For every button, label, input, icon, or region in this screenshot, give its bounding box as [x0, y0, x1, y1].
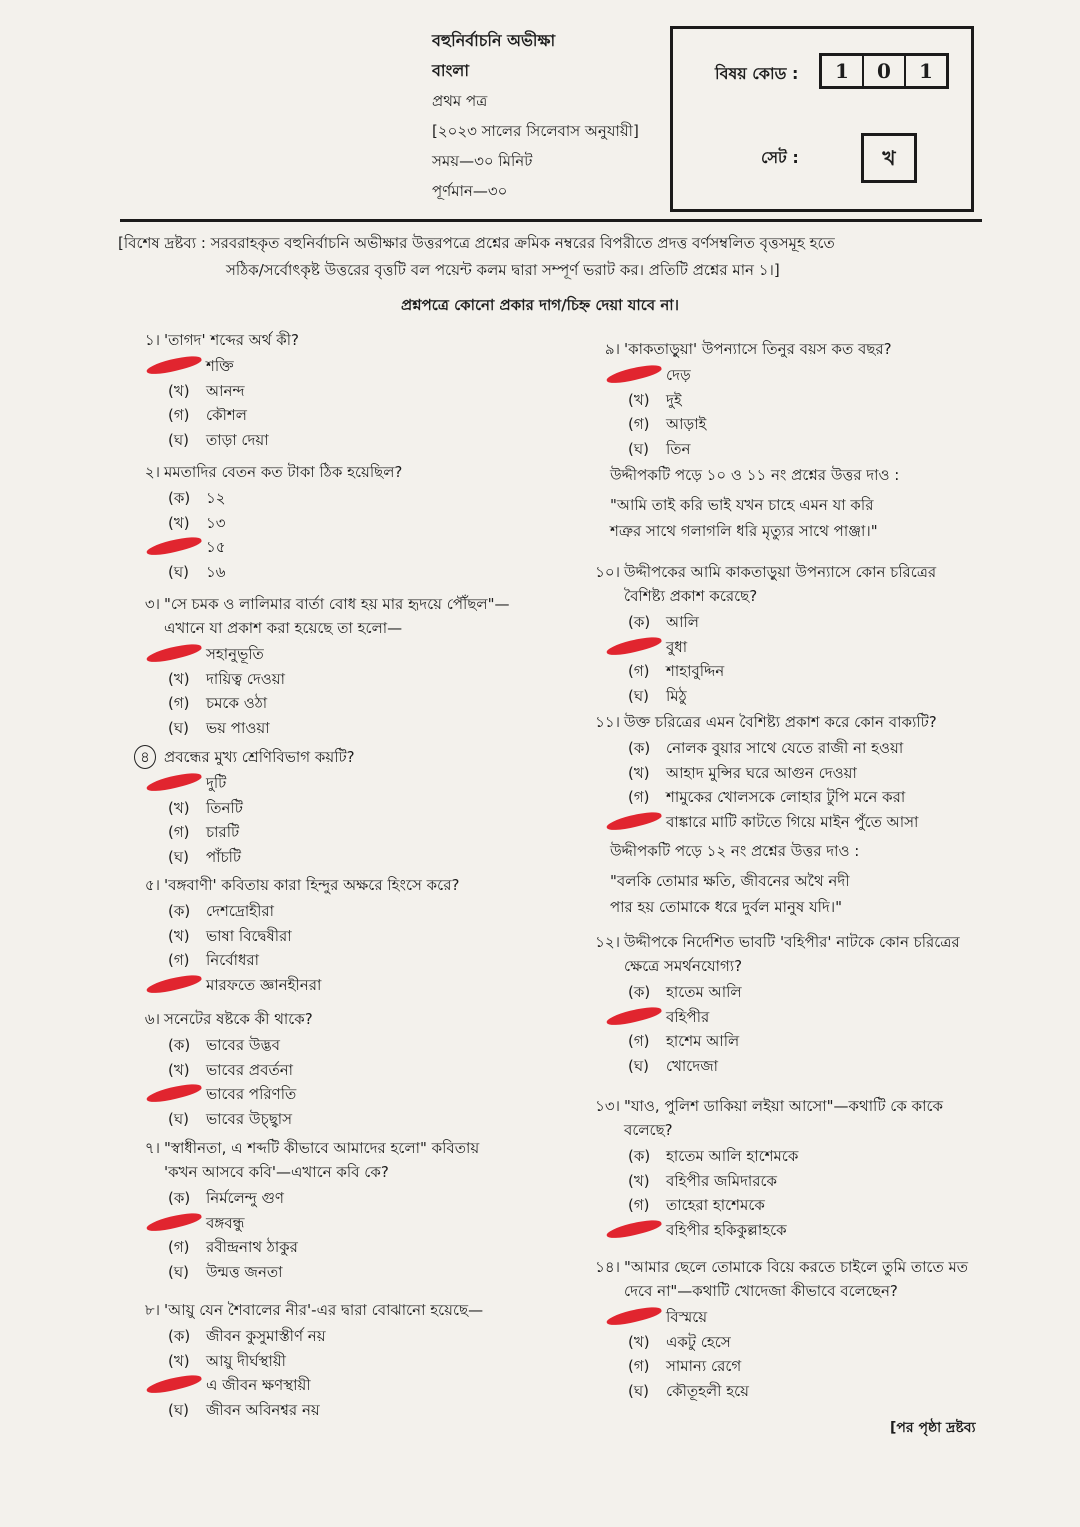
option-list	[164, 771, 355, 869]
answer-option	[168, 716, 510, 741]
option-text: দুটি	[206, 774, 227, 792]
answer-option	[168, 560, 402, 585]
answer-option	[168, 796, 355, 821]
answer-option	[628, 1169, 943, 1194]
option-letter: (ক)	[628, 983, 651, 1001]
option-text: বাঙ্কারে মাটি কাটতে গিয়ে মাইন পুঁতে আসা	[666, 812, 919, 831]
option-list	[164, 899, 459, 997]
option-text: আয়ু দীর্ঘস্থায়ী	[206, 1351, 286, 1370]
answer-option	[168, 691, 510, 716]
option-text: সহানুভূতি	[206, 645, 264, 663]
answer-option	[168, 1058, 313, 1083]
option-letter: (গ)	[168, 951, 190, 969]
question-stem: 'আয়ু যেন শৈবালের নীর'-এর দ্বারা বোঝানো হয়েছে—	[164, 1301, 484, 1319]
answer-mark	[145, 1371, 202, 1396]
question-stem: উক্ত চরিত্রের এমন বৈশিষ্ট্য প্রকাশ করে কোন বাক্যটি?	[624, 713, 937, 731]
option-list	[624, 610, 936, 708]
question	[595, 560, 937, 708]
answer-option	[168, 820, 355, 845]
question-stem: 'তাগদ' শব্দের অর্থ কী?	[164, 331, 300, 349]
answer-mark	[145, 769, 202, 794]
option-letter: (ঘ)	[168, 718, 189, 737]
question	[595, 1255, 969, 1403]
option-text: ভাবের উচ্ছ্বাস	[206, 1109, 293, 1128]
question	[595, 930, 960, 1078]
answer-option	[628, 659, 936, 684]
question	[140, 745, 355, 869]
option-letter: (ঘ)	[628, 1381, 649, 1400]
next-page-note: [পর পৃষ্ঠা দ্রষ্টব্য	[890, 1420, 976, 1436]
option-text: হাতেম আলি হাশেমকে	[666, 1147, 799, 1165]
question-stem: দেবে না"—কথাটি খোদেজা কীভাবে বলেছেন?	[624, 1282, 898, 1300]
option-text: নোলক বুয়ার সাথে যেতে রাজী না হওয়া	[666, 739, 904, 757]
stimulus-passage	[610, 462, 899, 544]
option-text: সামান্য রেগে	[666, 1357, 742, 1375]
question-number: ১২।	[595, 933, 620, 951]
question-stem: "যাও, পুলিশ ডাকিয়া লইয়া আসো"—কথাটি কে কাকে	[624, 1097, 944, 1115]
question-stem: "আমার ছেলে তোমাকে বিয়ে করতে চাইলে তুমি তাতে মত	[624, 1258, 969, 1276]
option-text: দায়িত্ব দেওয়া	[206, 669, 285, 688]
exam-header	[432, 26, 672, 206]
option-text: মারফতে জ্ঞানহীনরা	[206, 975, 322, 994]
question-number: ৮।	[144, 1301, 160, 1319]
option-letter: (গ)	[168, 1238, 190, 1256]
option-list	[164, 1186, 479, 1284]
option-letter: (খ)	[628, 390, 650, 409]
exam-time: সময়—৩০ মিনিট	[432, 152, 533, 170]
option-letter: (ক)	[168, 1327, 191, 1345]
option-letter: (খ)	[168, 798, 190, 817]
question-number: ৩।	[144, 595, 160, 613]
option-letter: (খ)	[168, 381, 190, 400]
answer-mark	[145, 640, 202, 665]
option-list	[624, 363, 892, 461]
question	[604, 337, 892, 461]
answer-option	[628, 1379, 968, 1404]
answer-option	[168, 948, 459, 973]
answer-option	[168, 1324, 483, 1349]
syllabus-note: [২০২৩ সালের সিলেবাস অনুযায়ী]	[432, 122, 639, 140]
option-letter: (ক)	[628, 739, 651, 757]
answer-option	[628, 1354, 968, 1379]
question-number: ১০।	[595, 563, 620, 581]
option-text: পাঁচটি	[206, 847, 242, 866]
passage-intro: উদ্দীপকটি পড়ে ১২ নং প্রশ্নের উত্তর দাও :	[610, 842, 860, 860]
option-list	[624, 1305, 968, 1403]
option-text: ১২	[206, 489, 226, 507]
question-stem: বৈশিষ্ট্য প্রকাশ করেছে?	[624, 587, 758, 605]
option-letter: (ক)	[168, 902, 191, 920]
answer-mark	[605, 361, 662, 386]
option-text: বুধা	[666, 637, 688, 656]
option-letter: (খ)	[628, 1332, 650, 1351]
subject-code-box	[670, 26, 974, 212]
question-stem: প্রবন্ধের মুখ্য শ্রেণিবিভাগ কয়টি?	[164, 748, 355, 766]
header-divider	[120, 219, 982, 222]
option-letter: (ক)	[168, 1036, 191, 1054]
option-list	[624, 1144, 943, 1242]
option-text: চমকে ওঠা	[206, 694, 268, 712]
option-letter: (ক)	[628, 613, 651, 631]
option-text: নির্মলেন্দু গুণ	[206, 1189, 284, 1207]
option-text: কৌশল	[206, 406, 247, 424]
answer-option	[168, 486, 402, 511]
option-letter: (গ)	[628, 1196, 650, 1214]
question-stem: ক্ষেত্রে সমর্থনযোগ্য?	[624, 957, 743, 975]
option-text: তিনটি	[206, 798, 243, 817]
question-number: ১৪।	[595, 1258, 620, 1276]
passage-line: পার হয় তোমাকে ধরে দুর্বল মানুষ যদি।"	[610, 898, 843, 916]
answer-option	[628, 1193, 943, 1218]
answer-mark	[605, 1216, 662, 1241]
option-text: আনন্দ	[206, 381, 245, 400]
option-letter: (খ)	[168, 1060, 190, 1079]
option-text: তাড়া দেয়া	[206, 430, 269, 449]
option-letter: (ক)	[628, 1147, 651, 1165]
option-letter: (গ)	[168, 823, 190, 841]
answer-mark	[605, 633, 662, 658]
option-text: ভয় পাওয়া	[206, 718, 270, 737]
question-stem: "সে চমক ও লালিমার বার্তা বোধ হয় মার হৃদয়ে পৌঁছল"—	[164, 595, 510, 613]
option-letter: (খ)	[628, 1171, 650, 1190]
option-letter: (ঘ)	[168, 430, 189, 449]
option-text: বহিপীর হকিকুল্লাহকে	[666, 1220, 787, 1239]
answer-option	[628, 1005, 960, 1030]
answer-option	[628, 980, 960, 1005]
answer-option	[168, 1082, 313, 1107]
question	[144, 873, 460, 997]
option-letter: (গ)	[628, 662, 650, 680]
answer-option	[628, 1144, 943, 1169]
question	[144, 1298, 484, 1422]
question-number: ১৩।	[595, 1097, 620, 1115]
option-text: বহিপীর	[666, 1007, 710, 1026]
question-stem: সনেটের ষষ্টকে কী থাকে?	[164, 1010, 313, 1028]
answer-option	[628, 388, 892, 413]
option-letter: (গ)	[168, 406, 190, 424]
full-marks: পূর্ণমান—৩০	[432, 182, 508, 200]
answer-option	[168, 1235, 479, 1260]
option-letter: (গ)	[168, 694, 190, 712]
option-letter: (গ)	[628, 415, 650, 433]
question-stem: 'কখন আসবে কবি'—এখানে কবি কে?	[164, 1163, 389, 1181]
option-text: ১৫	[206, 538, 226, 556]
option-letter: (গ)	[628, 788, 650, 806]
option-letter: (গ)	[628, 1032, 650, 1050]
question-number: ২।	[144, 463, 160, 481]
question-stem: উদ্দীপকের আমি কাকতাড়ুয়া উপন্যাসে কোন চরিত্রের	[624, 563, 937, 581]
passage-intro: উদ্দীপকটি পড়ে ১০ ও ১১ নং প্রশ্নের উত্তর দাও :	[610, 466, 900, 484]
instructions	[118, 230, 986, 284]
option-text: শক্তি	[206, 357, 234, 375]
answer-option	[628, 437, 892, 462]
question-number: ৯।	[604, 340, 620, 358]
answer-mark	[605, 808, 662, 833]
answer-option	[168, 771, 355, 796]
question-stem: "স্বাধীনতা, এ শব্দটি কীভাবে আমাদের হলো" কবিতায়	[164, 1139, 480, 1157]
option-list	[164, 642, 510, 740]
subject-name: বাংলা	[432, 61, 469, 80]
option-text: এ জীবন ক্ষণস্থায়ী	[206, 1376, 311, 1394]
option-text: চারটি	[206, 823, 240, 841]
answer-mark	[605, 1003, 662, 1028]
answer-option	[168, 973, 459, 998]
option-letter: (গ)	[628, 1357, 650, 1375]
option-letter: (খ)	[168, 513, 190, 532]
option-text: তাহেরা হাশেমকে	[666, 1196, 765, 1214]
option-text: দেশদ্রোহীরা	[206, 902, 274, 920]
option-text: ১৩	[206, 513, 226, 532]
option-letter: (ক)	[168, 489, 191, 507]
stimulus-passage	[610, 838, 859, 920]
subject-code-digit: 1	[835, 59, 849, 83]
question	[144, 592, 510, 740]
option-list	[164, 486, 402, 584]
answer-option	[628, 810, 937, 835]
answer-option	[168, 1107, 313, 1132]
answer-option	[168, 379, 299, 404]
answer-option	[628, 684, 936, 709]
option-text: উন্মত্ত জনতা	[206, 1262, 283, 1281]
option-letter: (খ)	[168, 1351, 190, 1370]
answer-mark	[145, 352, 202, 377]
question-number: ৭।	[144, 1139, 160, 1157]
option-list	[164, 1324, 483, 1422]
question	[144, 1007, 313, 1131]
answer-option	[168, 1398, 483, 1423]
answer-option	[628, 1054, 960, 1079]
option-text: আলি	[666, 613, 699, 631]
subject-code-digit: 0	[862, 56, 904, 86]
option-text: হাতেম আলি	[666, 983, 742, 1001]
question	[144, 1136, 480, 1284]
answer-option	[168, 924, 459, 949]
answer-option	[168, 354, 299, 379]
passage-line: শত্রুর সাথে গলাগলি ধরি মৃত্যুর সাথে পাঞ্জা।"	[610, 522, 878, 540]
option-list	[164, 354, 299, 452]
answer-option	[168, 642, 510, 667]
answer-option	[168, 1349, 483, 1374]
option-letter: (ঘ)	[168, 1109, 189, 1128]
subject-code-digit: 1	[904, 56, 946, 86]
option-text: বহিপীর জমিদারকে	[666, 1171, 778, 1190]
option-text: ভাবের পরিণতি	[206, 1085, 297, 1103]
answer-option	[628, 736, 937, 761]
option-letter: (ঘ)	[168, 562, 189, 581]
subject-code-label: বিষয় কোড :	[715, 64, 799, 83]
question	[595, 1094, 944, 1242]
option-text: একটু হেসে	[666, 1332, 731, 1351]
option-text: হাশেম আলি	[666, 1032, 740, 1050]
answer-option	[168, 1186, 479, 1211]
answer-option	[168, 511, 402, 536]
answer-mark	[605, 1303, 662, 1328]
no-mark-note: প্রশ্নপত্রে কোনো প্রকার দাগ/চিহ্ন দেয়া যাবে না।	[400, 296, 680, 314]
question-stem: মমতাদির বেতন কত টাকা ঠিক হয়েছিল?	[164, 463, 403, 481]
answer-mark	[145, 533, 202, 558]
option-text: বিস্ময়ে	[666, 1308, 708, 1326]
option-letter: (ক)	[168, 1189, 191, 1207]
passage-line: "বলকি তোমার ক্ষতি, জীবনের অথৈ নদী	[610, 872, 850, 890]
answer-option	[168, 899, 459, 924]
option-text: তিন	[666, 439, 691, 458]
answer-option	[168, 403, 299, 428]
set-value: খ	[861, 133, 917, 183]
option-letter: (খ)	[168, 926, 190, 945]
question-stem: 'কাকতাড়ুয়া' উপন্যাসে তিনুর বয়স কত বছর?	[624, 340, 892, 358]
option-list	[164, 1033, 313, 1131]
option-text: ১৬	[206, 562, 226, 581]
option-text: ভাবের উদ্ভব	[206, 1036, 280, 1054]
passage-line: "আমি তাই করি ভাই যখন চাহে এমন যা করি	[610, 496, 874, 514]
answer-mark	[145, 971, 202, 996]
option-text: শামুকের খোলসকে লোহার টুপি মনে করা	[666, 788, 906, 806]
option-letter: (ঘ)	[168, 847, 189, 866]
question-stem: 'বঙ্গবাণী' কবিতায় কারা হিন্দুর অক্ষরে হিংসে করে?	[164, 876, 460, 894]
option-letter: (ঘ)	[168, 1262, 189, 1281]
answer-option	[628, 363, 892, 388]
answer-option	[168, 1211, 479, 1236]
answer-option	[168, 428, 299, 453]
question	[144, 460, 403, 584]
option-text: আহাদ মুন্সির ঘরে আগুন দেওয়া	[666, 763, 857, 782]
answer-option	[168, 1373, 483, 1398]
option-text: বঙ্গবন্ধু	[206, 1213, 245, 1232]
answer-mark	[145, 1080, 202, 1105]
question-number: ৫।	[144, 876, 160, 894]
question	[595, 710, 937, 834]
question-number: ১১।	[595, 713, 620, 731]
option-letter: (ঘ)	[628, 686, 649, 705]
option-text: শাহাবুদ্দিন	[666, 662, 725, 680]
set-label: সেট :	[761, 148, 799, 167]
instruction-line: সঠিক/সর্বোৎকৃষ্ট উত্তরের বৃত্তটি বল পয়েন্ট কলম দ্বারা সম্পূর্ণ ভরাট কর। প্রতিটি প্রশ্নের মান ১।]	[226, 261, 780, 279]
option-text: মিঠু	[666, 686, 687, 705]
answer-option	[168, 1260, 479, 1285]
question-number: ৬।	[144, 1010, 160, 1028]
option-text: খোদেজা	[666, 1056, 718, 1075]
option-text: দুই	[666, 390, 682, 409]
option-text: কৌতূহলী হয়ে	[666, 1381, 749, 1400]
exam-type: বহুনির্বাচনি অভীক্ষা	[432, 31, 556, 50]
paper-name: প্রথম পত্র	[432, 92, 488, 110]
option-text: জীবন অবিনশ্বর নয়	[206, 1400, 320, 1419]
question-number: ১।	[144, 331, 160, 349]
instruction-line: [বিশেষ দ্রষ্টব্য : সরবরাহকৃত বহুনির্বাচনি অভীক্ষার উত্তরপত্রে প্রশ্নের ক্রমিক নম্বরের বিপরীতে প্রদত্ত বর্ণসম্বলিত বৃত্তসমূহ হতে	[118, 234, 835, 252]
option-letter: (ঘ)	[168, 1400, 189, 1419]
option-letter: (খ)	[168, 669, 190, 688]
question-stem: এখানে যা প্রকাশ করা হয়েছে তা হলো—	[164, 619, 403, 637]
answer-option	[628, 412, 892, 437]
answer-option	[628, 635, 936, 660]
question-number: ৪	[134, 745, 156, 769]
answer-option	[628, 1029, 960, 1054]
option-letter: (ঘ)	[628, 439, 649, 458]
answer-option	[628, 610, 936, 635]
option-text: জীবন কুসুমাস্তীর্ণ নয়	[206, 1327, 326, 1345]
question-stem: উদ্দীপকে নির্দেশিত ভাবটি 'বহিপীর' নাটকে কোন চরিত্রের	[624, 933, 960, 951]
option-text: আড়াই	[666, 415, 707, 433]
answer-option	[628, 1218, 943, 1243]
option-list	[624, 736, 937, 834]
answer-mark	[145, 1209, 202, 1234]
answer-option	[628, 785, 937, 810]
answer-option	[628, 1330, 968, 1355]
answer-option	[168, 667, 510, 692]
option-text: দেড়	[666, 366, 691, 384]
answer-option	[168, 1033, 313, 1058]
option-letter: (ঘ)	[628, 1056, 649, 1075]
subject-code-digits	[819, 53, 949, 89]
answer-option	[628, 761, 937, 786]
answer-option	[168, 845, 355, 870]
option-text: ভাবের প্রবর্তনা	[206, 1060, 294, 1079]
question-stem: বলেছে?	[624, 1121, 673, 1139]
answer-option	[628, 1305, 968, 1330]
option-text: ভাষা বিদ্বেষীরা	[206, 926, 292, 945]
option-text: নির্বোধরা	[206, 951, 259, 969]
answer-option	[168, 535, 402, 560]
question	[144, 328, 300, 452]
option-list	[624, 980, 960, 1078]
option-letter: (খ)	[628, 763, 650, 782]
option-text: রবীন্দ্রনাথ ঠাকুর	[206, 1238, 298, 1256]
